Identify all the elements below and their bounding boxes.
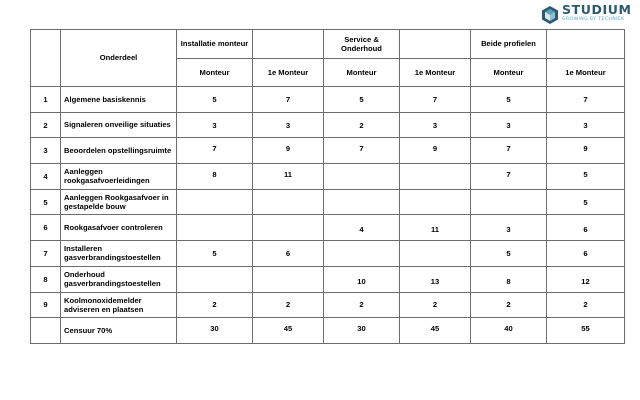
- row-number: 8: [31, 266, 61, 292]
- row-part: Aanleggen Rookgasafvoer in gestapelde bouw: [61, 189, 177, 215]
- score-value: 5: [506, 94, 511, 104]
- score-cell: [324, 112, 400, 138]
- score-cell: [253, 292, 324, 318]
- table-row: [31, 112, 625, 138]
- group-header: Beide profielen: [471, 30, 547, 59]
- row-number: [31, 318, 61, 344]
- score-value: 5: [359, 94, 364, 104]
- score-cell: [253, 189, 324, 215]
- subheader: 1e Monteur: [547, 59, 625, 87]
- score-cell: [253, 87, 324, 113]
- score-cell: [400, 241, 471, 267]
- score-cell: [253, 138, 324, 164]
- header-num: [31, 30, 61, 87]
- score-value: 30: [357, 324, 366, 334]
- group-header: Installatie monteur: [177, 30, 253, 59]
- score-value: 7: [583, 94, 588, 104]
- score-value: 2: [583, 300, 588, 310]
- score-cell: [177, 87, 253, 113]
- score-cell: [324, 87, 400, 113]
- table-row: [31, 318, 625, 344]
- score-cell: [400, 112, 471, 138]
- group-header: [547, 30, 625, 59]
- score-cell: [253, 266, 324, 292]
- score-value: 5: [583, 197, 588, 207]
- score-value: 6: [583, 248, 588, 258]
- row-part: Koolmonoxidemelder adviseren en plaatsen: [61, 292, 177, 318]
- score-cell: [253, 215, 324, 241]
- subheader: 1e Monteur: [253, 59, 324, 87]
- score-cell: [177, 189, 253, 215]
- score-cell: [177, 112, 253, 138]
- score-value: 7: [285, 94, 291, 104]
- score-value: 2: [506, 300, 511, 310]
- score-value: 12: [581, 276, 590, 286]
- table-row: [31, 164, 625, 190]
- score-cell: [253, 241, 324, 267]
- score-cell: [324, 241, 400, 267]
- hexagon-cube-icon: [541, 5, 559, 25]
- score-cell: [400, 189, 471, 215]
- score-cell: [547, 189, 625, 215]
- score-cell: [471, 318, 547, 344]
- score-value: 7: [506, 144, 511, 154]
- score-value: 5: [212, 94, 217, 104]
- table-row: [31, 87, 625, 113]
- score-cell: [471, 87, 547, 113]
- header-part: Onderdeel: [61, 30, 177, 87]
- row-part: Onderhoud gasverbrandingstoestellen: [61, 266, 177, 292]
- score-value: 45: [430, 324, 440, 334]
- score-cell: [547, 241, 625, 267]
- subheader: Monteur: [471, 59, 547, 87]
- row-number: 1: [31, 87, 61, 113]
- row-number: 4: [31, 164, 61, 190]
- row-number: 7: [31, 241, 61, 267]
- subheader: Monteur: [324, 59, 400, 87]
- score-value: 13: [430, 276, 440, 286]
- score-cell: [471, 112, 547, 138]
- row-part: Beoordelen opstellingsruimte: [61, 138, 177, 164]
- score-cell: [177, 318, 253, 344]
- score-cell: [400, 215, 471, 241]
- score-cell: [400, 318, 471, 344]
- table-row: [31, 266, 625, 292]
- score-value: 10: [357, 276, 366, 286]
- score-value: 9: [432, 144, 438, 154]
- score-value: 7: [432, 94, 438, 104]
- score-value: 30: [210, 324, 219, 334]
- score-value: 7: [212, 144, 217, 154]
- logo-tagline: GROWING BY TECHNIEK: [562, 16, 625, 22]
- score-value: 2: [432, 300, 438, 310]
- table-row: [31, 215, 625, 241]
- row-number: 5: [31, 189, 61, 215]
- row-part: Rookgasafvoer controleren: [61, 215, 177, 241]
- score-cell: [547, 292, 625, 318]
- score-cell: [324, 189, 400, 215]
- score-value: 2: [285, 300, 291, 310]
- score-value: 5: [583, 169, 588, 179]
- score-cell: [471, 164, 547, 190]
- score-cell: [471, 215, 547, 241]
- score-cell: [324, 164, 400, 190]
- score-cell: [400, 292, 471, 318]
- score-value: 3: [583, 120, 588, 130]
- score-cell: [547, 318, 625, 344]
- group-header: [253, 30, 324, 59]
- score-value: 3: [506, 225, 511, 235]
- score-value: 9: [285, 144, 291, 154]
- score-value: 55: [581, 324, 590, 334]
- score-cell: [400, 87, 471, 113]
- score-cell: [547, 215, 625, 241]
- score-cell: [324, 215, 400, 241]
- studium-logo: [541, 4, 632, 25]
- exam-table: [30, 29, 625, 344]
- score-value: 11: [430, 225, 440, 235]
- score-value: 5: [212, 248, 217, 258]
- score-value: 7: [506, 169, 511, 179]
- score-value: 3: [506, 120, 511, 130]
- score-cell: [324, 138, 400, 164]
- row-number: 6: [31, 215, 61, 241]
- score-value: 2: [212, 300, 217, 310]
- score-cell: [547, 112, 625, 138]
- score-cell: [547, 138, 625, 164]
- score-cell: [471, 266, 547, 292]
- row-part: Aanleggen rookgasafvoerleidingen: [61, 164, 177, 190]
- score-cell: [177, 241, 253, 267]
- score-value: 8: [212, 169, 217, 179]
- table-row: [31, 189, 625, 215]
- row-number: 9: [31, 292, 61, 318]
- score-cell: [471, 189, 547, 215]
- score-value: 40: [504, 324, 513, 334]
- row-part: Algemene basiskennis: [61, 87, 177, 113]
- logo-name: STUDIUM: [562, 2, 632, 17]
- score-cell: [471, 241, 547, 267]
- score-cell: [177, 164, 253, 190]
- score-cell: [324, 318, 400, 344]
- table-row: [31, 138, 625, 164]
- score-cell: [547, 266, 625, 292]
- score-cell: [177, 138, 253, 164]
- score-cell: [324, 266, 400, 292]
- row-part: Censuur 70%: [61, 318, 177, 344]
- score-value: 6: [583, 225, 588, 235]
- score-value: 3: [285, 120, 291, 130]
- table-row: [31, 292, 625, 318]
- score-cell: [471, 292, 547, 318]
- score-cell: [547, 87, 625, 113]
- score-cell: [177, 215, 253, 241]
- score-cell: [400, 138, 471, 164]
- score-value: 45: [283, 324, 293, 334]
- table-row: [31, 241, 625, 267]
- subheader: 1e Monteur: [400, 59, 471, 87]
- row-number: 3: [31, 138, 61, 164]
- score-value: 7: [359, 144, 364, 154]
- group-header: Service & Onderhoud: [324, 30, 400, 59]
- header-row-groups: [31, 30, 625, 59]
- score-value: 6: [285, 248, 291, 258]
- score-value: 9: [583, 144, 588, 154]
- score-cell: [471, 138, 547, 164]
- score-cell: [324, 292, 400, 318]
- score-cell: [253, 112, 324, 138]
- row-part: Signaleren onveilige situaties: [61, 112, 177, 138]
- score-value: 11: [283, 169, 293, 179]
- score-value: 2: [359, 120, 364, 130]
- score-cell: [253, 164, 324, 190]
- score-cell: [253, 318, 324, 344]
- score-value: 5: [506, 248, 511, 258]
- score-cell: [400, 266, 471, 292]
- score-value: 3: [212, 120, 217, 130]
- score-cell: [547, 164, 625, 190]
- score-value: 8: [506, 276, 511, 286]
- score-value: 3: [432, 120, 438, 130]
- score-value: 4: [359, 225, 364, 235]
- subheader: Monteur: [177, 59, 253, 87]
- score-cell: [177, 266, 253, 292]
- row-part: Installeren gasverbrandingstoestellen: [61, 241, 177, 267]
- row-number: 2: [31, 112, 61, 138]
- score-cell: [400, 164, 471, 190]
- score-cell: [177, 292, 253, 318]
- group-header: [400, 30, 471, 59]
- score-value: 2: [359, 300, 364, 310]
